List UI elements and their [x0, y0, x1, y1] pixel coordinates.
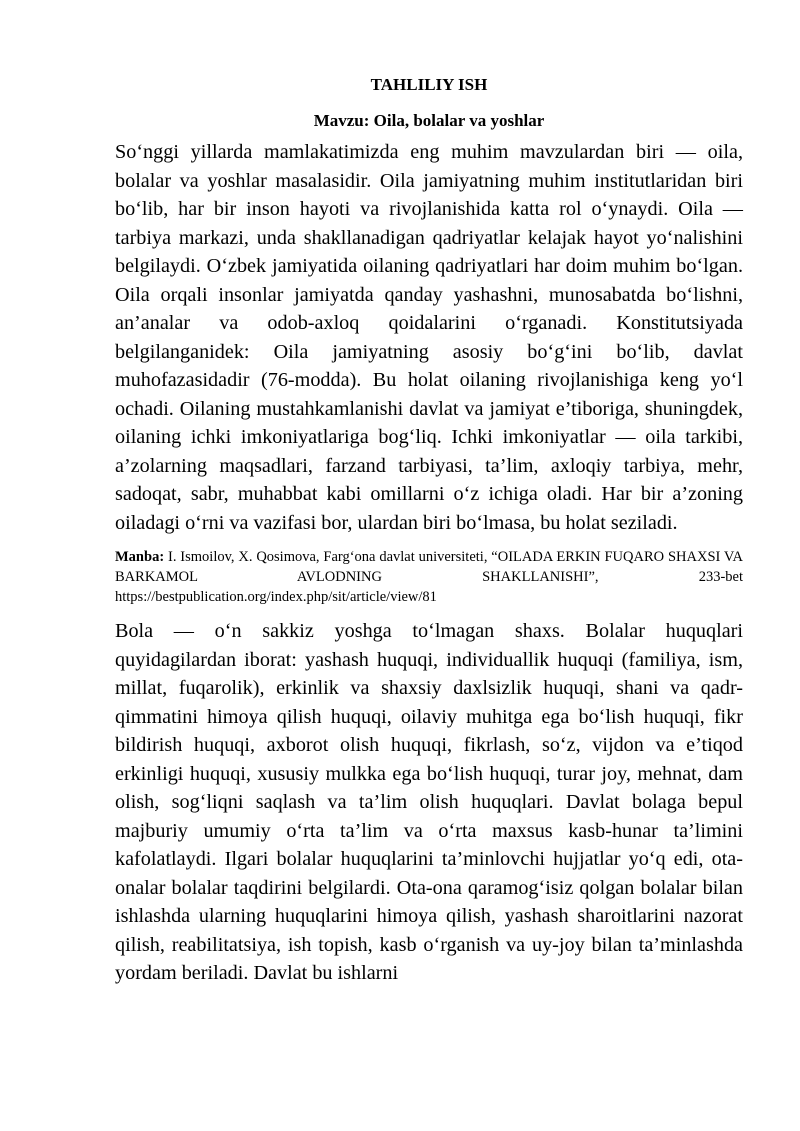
source-citation [115, 547, 743, 607]
paragraph-children-rights: Bola — o‘n sakkiz yoshga to‘lmagan shaxs. Bolalar huquqlari quyidagilardan iborat: yashash huquqi, individuallik huquqi (familiya, ism, millat, fuqarolik), erkinlik va shaxsiy daxlsizlik huquqi, shani va qadr-qimmatini himoya qilish huquqi, oilaviy muhitga ega bo‘lish huquqi, fikr bildirish huquqi, axborot olish huquqi, fikrlash, so‘z, vijdon va e’tiqod erkinligi huquqi, xususiy mulkka ega bo‘lish huquqi, turar joy, mehnat, dam olish, sog‘liqni saqlash va ta’lim olish huquqlari. Davlat bolaga bepul majburiy umumiy o‘rta ta’lim va o‘rta maxsus kasb-hunar ta’limini kafolatlaydi. Ilgari bolalar huquqlarini ta’minlovchi hujjatlar yo‘q edi, ota-onalar bolalar taqdirini belgilardi. Ota-ona qaramog‘isiz qolgan bolalar bilan ishlashda ularning huquqlarini himoya qilish, yashash sharoitlarini nazorat qilish, reabilitatsiya, ish topish, kasb o‘rganish va uy-joy bilan ta’minlashda yordam beriladi. Davlat bu ishlarni [115, 620, 743, 984]
source-text: I. Ismoilov, X. Qosimova, Farg‘ona davlat universiteti, “OILADA ERKIN FUQARO SHAXSI VA BARKAMOL AVLODNING SHAKLLANISHI”, 233-bet https://bestpublication.org/index.php/sit/article/view/81 [115, 549, 743, 605]
paragraph-family: So‘nggi yillarda mamlakatimizda eng muhim mavzulardan biri — oila, bolalar va yoshlar masalasidir. Oila jamiyatning muhim institutlaridan biri bo‘lib, har bir inson hayoti va rivojlanishida katta rol o‘ynaydi. Oila — tarbiya markazi, unda shakllanadigan qadriyatlar kelajak hayot yo‘nalishini belgilaydi. O‘zbek jamiyatida oilaning qadriyatlari har doim muhim bo‘lgan. Oila orqali insonlar jamiyatda qanday yashashni, munosabatda bo‘lishni, an’analar va odob-axloq qoidalarini o‘rganadi. Konstitutsiyada belgilanganidek: Oila jamiyatning asosiy bo‘g‘ini bo‘lib, davlat muhofazasidadir (76-modda). Bu holat oilaning rivojlanishiga keng yo‘l ochadi. Oilaning mustahkamlanishi davlat va jamiyat e’tiboriga, shuningdek, oilaning ichki imkoniyatlariga bog‘liq. Ichki imkoniyatlar — oila tarkibi, a’zolarning maqsadlari, farzand tarbiyasi, ta’lim, axloqiy tarbiya, mehr, sadoqat, sabr, muhabbat kabi omillarni o‘z ichiga oladi. Har bir a’zoning oiladagi o‘rni va vazifasi bor, ulardan biri bo‘lmasa, bu holat seziladi. [115, 141, 743, 534]
document-page [115, 70, 743, 988]
document-subtitle: Mavzu: Oila, bolalar va yoshlar [313, 111, 545, 130]
document-title: TAHLILIY ISH [370, 75, 488, 94]
source-label: Manba: [115, 549, 165, 565]
